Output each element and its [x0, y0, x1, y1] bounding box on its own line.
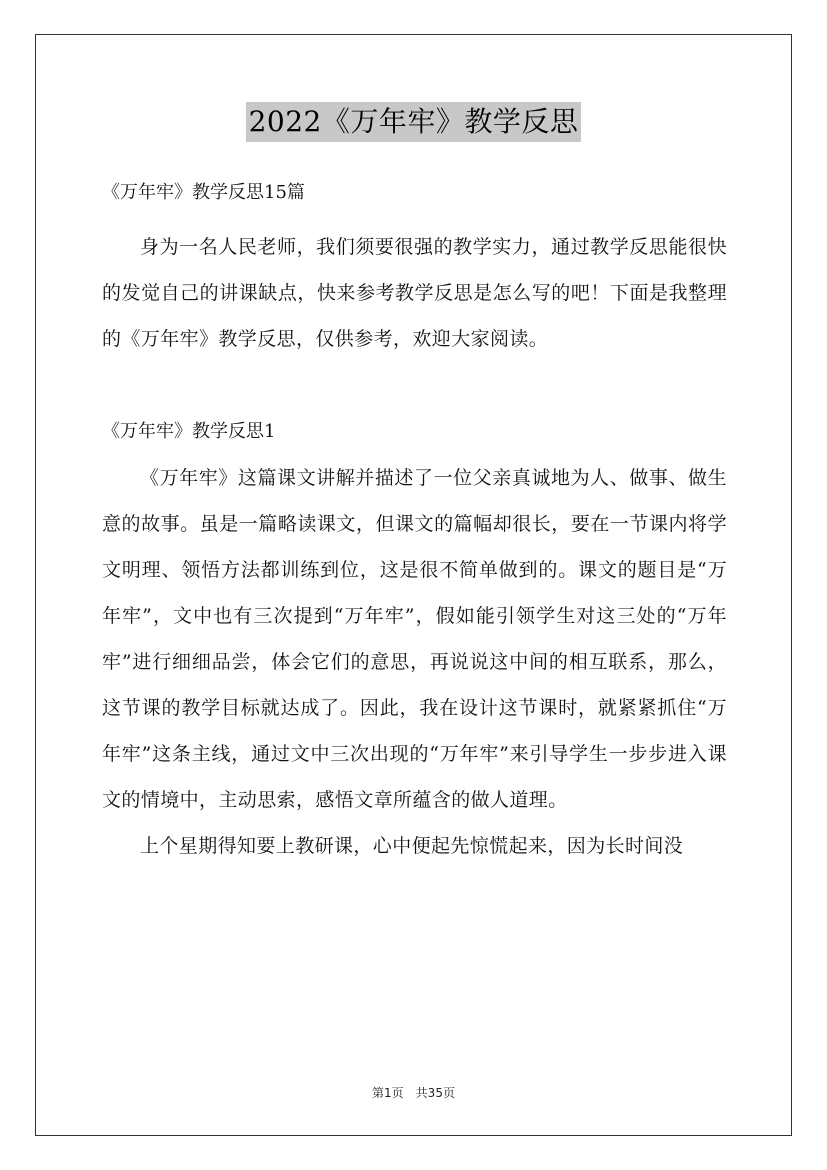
document-body: [102, 170, 727, 869]
body-paragraph: 上个星期得知要上教研课，心中便起先惊慌起来，因为长时间没: [140, 835, 684, 857]
page-footer: 第1页 共35页: [372, 1086, 455, 1100]
intro-paragraph: 身为一名人民老师，我们须要很强的教学实力，通过教学反思能很快的发觉自己的讲课缺点，快来参考教学反思是怎么写的吧！下面是我整理的《万年牢》教学反思，仅供参考，欢迎大家阅读。: [102, 236, 727, 350]
title-area: [0, 102, 827, 142]
section-heading: 《万年牢》教学反思1: [102, 421, 276, 442]
document-subtitle: 《万年牢》教学反思15篇: [102, 182, 305, 203]
body-paragraph: 《万年牢》这篇课文讲解并描述了一位父亲真诚地为人、做事、做生意的故事。虽是一篇略读课文，但课文的篇幅却很长，要在一节课内将学文明理、领悟方法都训练到位，这是很不简单做到的。课文的题目是“万年牢”，文中也有三次提到“万年牢”，假如能引领学生对这三处的“万年牢”进行细细品尝，体会它们的意思，再说说这中间的相互联系，那么，这节课的教学目标就达成了。因此，我在设计这节课时，就紧紧抓住“万年牢”这条主线，通过文中三次出现的“万年牢”来引导学生一步步进入课文的情境中，主动思索，感悟文章所蕴含的做人道理。: [102, 467, 727, 811]
document-title: 2022《万年牢》教学反思: [246, 102, 582, 142]
